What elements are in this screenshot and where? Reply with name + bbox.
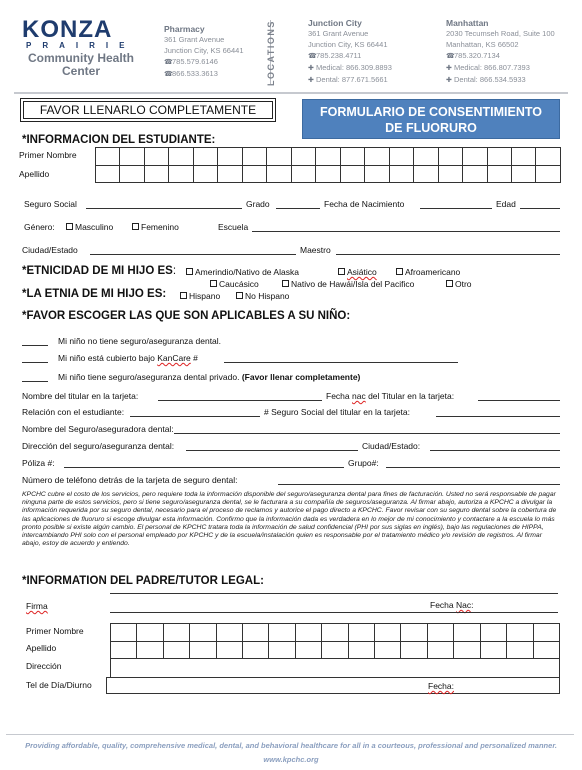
dental-icon: ✚ <box>446 77 452 84</box>
char-box[interactable] <box>193 148 217 166</box>
footer-rule <box>6 734 574 735</box>
char-box[interactable] <box>438 148 462 166</box>
student-heading: *INFORMACION DEL ESTUDIANTE: <box>22 134 216 146</box>
holder-name-label: Nombre del titular en la tarjeta: <box>22 391 139 401</box>
char-box[interactable] <box>414 148 438 166</box>
parent-name-grid[interactable] <box>110 623 560 659</box>
form-title-line1: FORMULARIO DE CONSENTIMIENTO <box>320 105 542 119</box>
private-insurance-blank[interactable] <box>22 381 48 382</box>
char-box[interactable] <box>96 165 120 183</box>
ethnicity-other[interactable]: Otro <box>446 279 472 289</box>
char-box[interactable] <box>401 641 427 659</box>
char-box[interactable] <box>169 165 193 183</box>
char-box[interactable] <box>322 624 348 642</box>
char-box[interactable] <box>340 148 364 166</box>
char-box[interactable] <box>216 641 242 659</box>
char-box[interactable] <box>137 624 163 642</box>
female-checkbox[interactable] <box>132 223 139 230</box>
parent-dob-label: Fecha Nac: <box>430 600 474 610</box>
logo-tagline: Community Health Center <box>27 51 134 78</box>
char-box[interactable] <box>454 624 480 642</box>
char-box[interactable] <box>414 165 438 183</box>
char-box[interactable] <box>427 624 453 642</box>
manhattan-dental: Dental: 866.534.5933 <box>454 75 526 84</box>
char-box[interactable] <box>507 641 533 659</box>
insurer-city-label: Ciudad/Estado: <box>362 441 421 451</box>
teacher-label: Maestro <box>300 245 331 255</box>
char-box[interactable] <box>348 624 374 642</box>
logo-subtitle: PRAIRIE <box>26 41 136 50</box>
male-checkbox[interactable] <box>66 223 73 230</box>
char-box[interactable] <box>463 165 487 183</box>
last-name-boxes[interactable] <box>96 165 561 183</box>
insurer-name-label: Nombre del Seguro/aseguradora dental: <box>22 424 174 434</box>
char-box[interactable] <box>267 148 291 166</box>
junction-address2: Junction City, KS 66441 <box>308 40 388 49</box>
char-box[interactable] <box>511 148 535 166</box>
checkbox[interactable] <box>338 268 345 275</box>
pharmacy-address2: Junction City, KS 66441 <box>164 46 244 55</box>
insurer-name-field[interactable] <box>174 433 560 434</box>
pharmacy-phone2: 866.533.3613 <box>172 69 218 78</box>
private-insurance-label: Mi niño tiene seguro/aseguranza dental privado. (Favor llenar completamente) <box>58 372 361 382</box>
parent-address-field[interactable] <box>110 659 560 678</box>
non-hispanic-option[interactable]: No Hispano <box>236 291 289 301</box>
holder-dob-field[interactable] <box>478 400 560 401</box>
ssn-label: Seguro Social <box>24 199 77 209</box>
male-option[interactable]: Masculino <box>66 222 113 232</box>
checkbox[interactable] <box>180 292 187 299</box>
char-box[interactable] <box>340 165 364 183</box>
parent-first-name-boxes[interactable] <box>111 624 560 642</box>
ethnicity-caucasian[interactable]: Caucásico <box>210 279 259 289</box>
char-box[interactable] <box>480 641 506 659</box>
char-box[interactable] <box>375 641 401 659</box>
junction-address1: 361 Grant Avenue <box>308 29 369 38</box>
relation-field[interactable] <box>130 416 260 417</box>
parent-phone-label: Tel de Día/Diurno <box>26 680 92 690</box>
student-last-name-label: Apellido <box>19 169 50 179</box>
kancare-blank[interactable] <box>22 362 48 363</box>
char-box[interactable] <box>536 165 561 183</box>
checkbox[interactable] <box>446 280 453 287</box>
char-box[interactable] <box>111 641 137 659</box>
holder-name-field[interactable] <box>158 400 322 401</box>
phone-icon: ☎ <box>164 71 173 78</box>
coverage-heading: *FAVOR ESCOGER LAS QUE SON APLICABLES A SU NIÑO: <box>22 310 351 322</box>
junction-medical: Medical: 866.309.8893 <box>316 63 392 72</box>
junction-dental: Dental: 877.671.5661 <box>316 75 388 84</box>
char-box[interactable] <box>269 624 295 642</box>
policy-field[interactable] <box>64 467 344 468</box>
signature-field[interactable] <box>110 612 558 613</box>
char-box[interactable] <box>401 624 427 642</box>
signature-label: Firma <box>26 601 48 611</box>
parent-phone-field[interactable] <box>106 677 560 694</box>
char-box[interactable] <box>144 148 168 166</box>
form-title <box>302 99 560 139</box>
form-title-line2: DE FLUORURO <box>385 121 477 135</box>
parent-first-name-label: Primer Nombre <box>26 626 84 636</box>
char-box[interactable] <box>487 148 511 166</box>
char-box[interactable] <box>243 641 269 659</box>
char-box[interactable] <box>480 624 506 642</box>
char-box[interactable] <box>316 148 340 166</box>
ethnicity-asian[interactable]: Asiático <box>338 267 377 277</box>
checkbox[interactable] <box>210 280 217 287</box>
char-box[interactable] <box>487 165 511 183</box>
age-label: Edad <box>496 199 516 209</box>
char-box[interactable] <box>295 641 321 659</box>
char-box[interactable] <box>536 148 561 166</box>
char-box[interactable] <box>291 165 315 183</box>
manhattan-name: Manhattan <box>446 18 489 28</box>
char-box[interactable] <box>365 165 389 183</box>
kancare-number-field[interactable] <box>224 362 458 363</box>
char-box[interactable] <box>438 165 462 183</box>
fill-completely-label: FAVOR LLENARLO COMPLETAMENTE <box>23 101 273 119</box>
insurer-city-field[interactable] <box>430 450 560 451</box>
manhattan-block <box>446 18 576 86</box>
char-box[interactable] <box>267 165 291 183</box>
char-box[interactable] <box>375 624 401 642</box>
char-box[interactable] <box>163 641 189 659</box>
footer-url[interactable]: www.kpchc.org <box>263 755 319 764</box>
parent-heading: *INFORMATION DEL PADRE/TUTOR LEGAL: <box>22 575 264 587</box>
holder-ssn-label: # Seguro Social del titular en la tarjeta: <box>264 407 411 417</box>
medical-icon: ✚ <box>446 65 452 72</box>
footer-tagline: Providing affordable, quality, comprehensive medical, dental, and behavioral healthcare for all in a courteous, professional and personalized manner. <box>25 741 557 750</box>
manhattan-phone: 785.320.7134 <box>454 51 500 60</box>
char-box[interactable] <box>365 148 389 166</box>
parent-last-name-label: Apellido <box>26 643 57 653</box>
pharmacy-name: Pharmacy <box>164 24 205 34</box>
dob-label: Fecha de Nacimiento <box>324 199 405 209</box>
char-box[interactable] <box>511 165 535 183</box>
ethnicity-heading: *ETNICIDAD DE MI HIJO ES: <box>22 265 177 277</box>
relation-label: Relación con el estudiante: <box>22 407 125 417</box>
char-box[interactable] <box>242 148 266 166</box>
char-box[interactable] <box>533 641 560 659</box>
char-box[interactable] <box>218 165 242 183</box>
char-box[interactable] <box>216 624 242 642</box>
checkbox[interactable] <box>282 280 289 287</box>
insurer-address-field[interactable] <box>186 450 358 451</box>
char-box[interactable] <box>137 641 163 659</box>
char-box[interactable] <box>242 165 266 183</box>
pharmacy-address1: 361 Grant Avenue <box>164 35 225 44</box>
ssn-field[interactable] <box>86 208 242 209</box>
pharmacy-phone1: 785.579.6146 <box>172 57 218 66</box>
char-box[interactable] <box>111 624 137 642</box>
phone-icon: ☎ <box>308 53 317 60</box>
ethnicity-native-alaska[interactable]: Amerindio/Nativo de Alaska <box>186 267 299 277</box>
checkbox[interactable] <box>186 268 193 275</box>
parent-address-label: Dirección <box>26 661 62 671</box>
holder-ssn-field[interactable] <box>436 416 560 417</box>
char-box[interactable] <box>169 148 193 166</box>
ethnic-origin-heading: *LA ETNIA DE MI HIJO ES: <box>22 288 167 300</box>
char-box[interactable] <box>348 641 374 659</box>
char-box[interactable] <box>144 165 168 183</box>
manhattan-medical: Medical: 866.807.7393 <box>454 63 530 72</box>
char-box[interactable] <box>243 624 269 642</box>
school-field[interactable] <box>252 231 560 232</box>
locations-label: LOCATIONS <box>266 20 276 86</box>
char-box[interactable] <box>193 165 217 183</box>
char-box[interactable] <box>190 641 216 659</box>
char-box[interactable] <box>96 148 120 166</box>
student-first-name-label: Primer Nombre <box>19 150 77 160</box>
student-name-grid[interactable] <box>95 147 561 183</box>
manhattan-address1: 2030 Tecumseh Road, Suite 100 <box>446 29 555 38</box>
char-box[interactable] <box>507 624 533 642</box>
female-option[interactable]: Femenino <box>132 222 179 232</box>
phone-icon: ☎ <box>446 53 455 60</box>
char-box[interactable] <box>533 624 560 642</box>
no-insurance-label: Mi niño no tiene seguro/aseguranza dental. <box>58 336 222 346</box>
insurer-address-label: Dirección del seguro/aseguranza dental: <box>22 441 175 451</box>
grade-label: Grado <box>246 199 270 209</box>
dob-field[interactable] <box>420 208 492 209</box>
school-label: Escuela <box>218 222 249 232</box>
char-box[interactable] <box>120 148 144 166</box>
logo-wordmark: KONZA <box>22 16 113 43</box>
teacher-field[interactable] <box>336 254 560 255</box>
char-box[interactable] <box>218 148 242 166</box>
char-box[interactable] <box>163 624 189 642</box>
hispanic-option[interactable]: Hispano <box>180 291 220 301</box>
char-box[interactable] <box>291 148 315 166</box>
header-rule <box>14 92 568 94</box>
dental-icon: ✚ <box>308 77 314 84</box>
gender-label: Género: <box>24 222 55 232</box>
signature-top-rule <box>110 593 558 594</box>
char-box[interactable] <box>295 624 321 642</box>
first-name-boxes[interactable] <box>96 148 561 166</box>
ethnicity-pacific-islander[interactable]: Nativo de Hawái/Isla del Pacifico <box>282 279 414 289</box>
char-box[interactable] <box>269 641 295 659</box>
char-box[interactable] <box>389 165 413 183</box>
ethnicity-african-american[interactable]: Afroamericano <box>396 267 460 277</box>
holder-dob-label: Fecha nac del Titular en la tarjeta: <box>326 391 455 401</box>
char-box[interactable] <box>190 624 216 642</box>
insurer-phone-field[interactable] <box>278 484 560 485</box>
fill-completely-box <box>20 98 276 122</box>
junction-phone: 785.238.4711 <box>316 51 362 60</box>
kancare-label: Mi niño está cubierto bajo KanCare # <box>58 353 198 363</box>
char-box[interactable] <box>120 165 144 183</box>
medical-icon: ✚ <box>308 65 314 72</box>
pharmacy-block <box>164 24 264 80</box>
char-box[interactable] <box>322 641 348 659</box>
insurer-phone-label: Número de teléfono detrás de la tarjeta de seguro dental: <box>22 475 238 485</box>
char-box[interactable] <box>463 148 487 166</box>
parent-last-name-boxes[interactable] <box>111 641 560 659</box>
group-label: Grupo#: <box>348 458 379 468</box>
city-label: Ciudad/Estado <box>22 245 78 255</box>
group-field[interactable] <box>386 467 560 468</box>
char-box[interactable] <box>389 148 413 166</box>
junction-block <box>308 18 428 86</box>
disclaimer-text: KPCHC cubre el costo de los servicios, pero requiere toda la información disponible del seguro/aseguranza dental para fines de facturación. Usted no será responsable de pagar ninguna parte de estos servicios, pero si tiene seguro/aseguranza dental, se le facturara a su compañía de seguros/aseguranza. Al firmar abajo, autoriza a KPCHC a divulgar la información requerida por su seguro dental, necesario para el proceso de reclamos y autorice el pago directo a KPCHC. Favor revisar con su seguro dental sobre la cobertura de las aplicaciones de fluoruro si escoge divulgar esta información. Confirmo que la información dada es verdadera en lo mejor de mi conocimiento y contactare a la escuela lo más pronto posible si existe algún cambio. El personal de KPCHC tratara toda la información de salud confidencial (PHI por sus siglas en inglés), bajo las regulaciones de HIPPA, intercambiando PHI solo con el personal empleado por KPCHC y de la escuela/instalación quien es responsable por el tratamiento médico y/o revisión de registros. Al firmar abajo, estoy de acuerdo y entiendo. <box>22 491 557 548</box>
grade-field[interactable] <box>276 208 320 209</box>
policy-label: Póliza #: <box>22 458 55 468</box>
age-field[interactable] <box>520 208 560 209</box>
junction-name: Junction City <box>308 18 362 28</box>
char-box[interactable] <box>316 165 340 183</box>
char-box[interactable] <box>427 641 453 659</box>
char-box[interactable] <box>454 641 480 659</box>
parent-date-label: Fecha: <box>428 681 454 691</box>
manhattan-address2: Manhattan, KS 66502 <box>446 40 519 49</box>
no-insurance-blank[interactable] <box>22 345 48 346</box>
city-field[interactable] <box>90 254 296 255</box>
checkbox[interactable] <box>396 268 403 275</box>
phone-icon: ☎ <box>164 59 173 66</box>
checkbox[interactable] <box>236 292 243 299</box>
